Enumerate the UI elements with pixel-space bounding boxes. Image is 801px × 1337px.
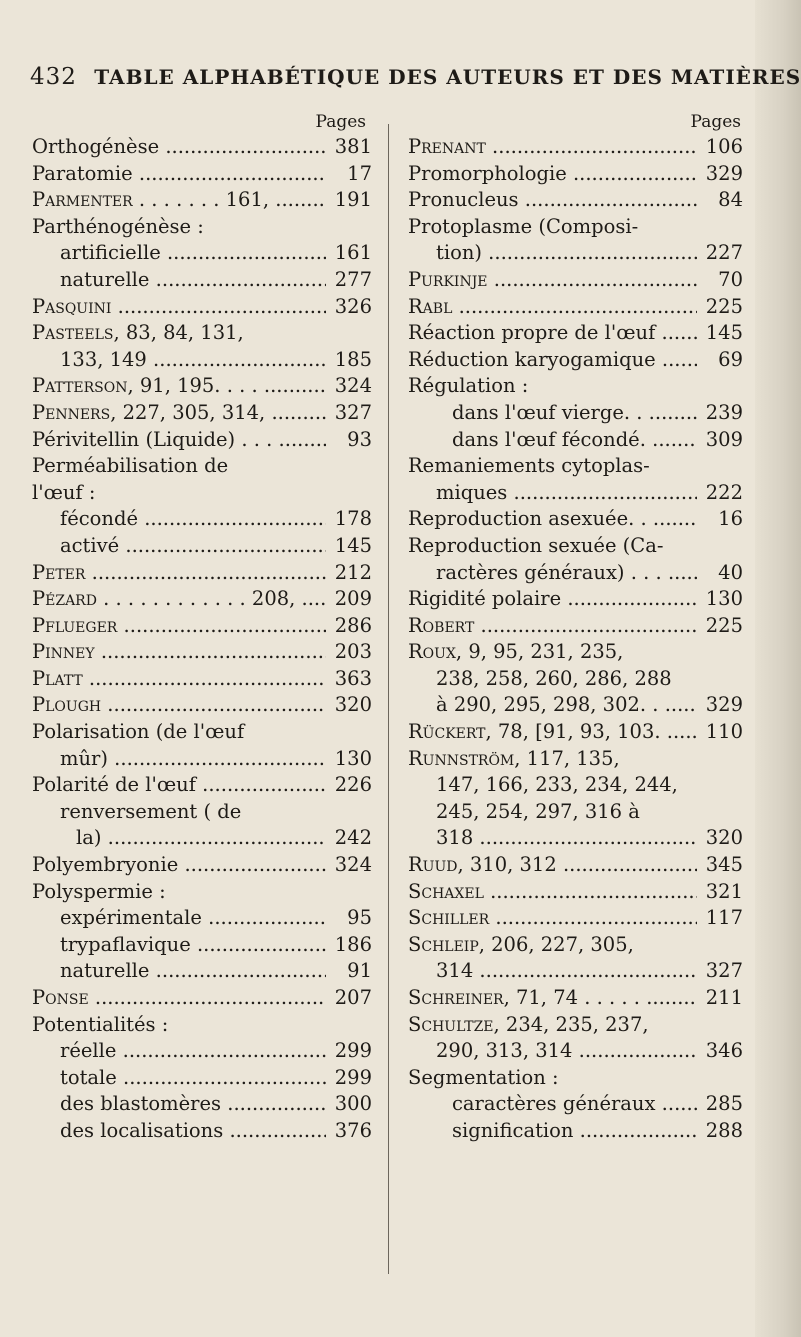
index-entry: [408, 1065, 743, 1092]
entry-text: Parmenter . . . . . . . 161, .....: [32, 187, 326, 214]
entry-text: Périvitellin (Liquide) . . . .....: [32, 427, 326, 454]
index-entry: [32, 772, 372, 799]
index-entry: [408, 320, 743, 347]
index-entry: [408, 692, 743, 719]
index-entry: [408, 453, 743, 480]
entry-text: Protoplasme (Composi-: [408, 214, 639, 238]
index-entry: [408, 879, 743, 906]
index-entry: [408, 347, 743, 374]
index-entry: [32, 852, 372, 879]
entry-page: 376: [326, 1118, 372, 1145]
entry-text: Polyembryonie .....: [32, 852, 326, 879]
index-entry: [32, 879, 372, 906]
entry-text: Rigidité polaire .....: [408, 586, 697, 613]
index-entry: [32, 347, 372, 374]
index-entry: [408, 506, 743, 533]
index-entry: [32, 985, 372, 1012]
entry-text: Polyspermie :: [32, 879, 166, 903]
index-entry: [32, 240, 372, 267]
entry-page: 222: [697, 480, 743, 507]
entry-page: [326, 799, 372, 826]
entry-text: Schiller .....: [408, 905, 697, 932]
entry-page: 288: [697, 1118, 743, 1145]
entry-text: Prenant .....: [408, 134, 697, 161]
entry-page: [326, 453, 372, 480]
entry-page: 299: [326, 1038, 372, 1065]
index-entry: [408, 719, 743, 746]
index-entry: [408, 267, 743, 294]
index-entry: [32, 639, 372, 666]
entry-page: 203: [326, 639, 372, 666]
entry-text: 314 .....: [436, 958, 697, 985]
entry-text: Platt .....: [32, 666, 326, 693]
entry-text: fécondé .....: [60, 506, 326, 533]
entry-text: 245, 254, 297, 316 à: [436, 799, 640, 823]
index-entry: [408, 852, 743, 879]
entry-text: Purkinje .....: [408, 267, 697, 294]
entry-page: 324: [326, 852, 372, 879]
entry-text: Rückert, 78, [91, 93, 103. .....: [408, 719, 697, 746]
entry-text: Perméabilisation de: [32, 454, 229, 478]
page-number: 432: [30, 64, 77, 90]
entry-page: 209: [326, 586, 372, 613]
entry-page: 346: [697, 1038, 743, 1065]
entry-page: 227: [697, 240, 743, 267]
entry-text: signification .....: [452, 1118, 697, 1145]
index-entry: [32, 692, 372, 719]
entry-page: [697, 666, 743, 693]
index-entry: [408, 560, 743, 587]
index-entry: [408, 586, 743, 613]
entry-page: 226: [326, 772, 372, 799]
entry-page: 309: [697, 427, 743, 454]
entry-text: 318 .....: [436, 825, 697, 852]
entry-text: miques .....: [436, 480, 697, 507]
entry-page: [697, 1012, 743, 1039]
pages-label-left: Pages: [315, 112, 366, 132]
entry-page: 326: [326, 294, 372, 321]
entry-text: des localisations .....: [60, 1118, 326, 1145]
entry-text: Runnström, 117, 135,: [408, 746, 620, 770]
entry-page: [326, 1012, 372, 1039]
entry-text: Pinney .....: [32, 639, 326, 666]
entry-page: 329: [697, 161, 743, 188]
index-entry: [32, 719, 372, 746]
entry-text: Ruud, 310, 312 .....: [408, 852, 697, 879]
index-entry: [408, 1118, 743, 1145]
entry-page: 300: [326, 1091, 372, 1118]
index-entry: [408, 533, 743, 560]
index-entry: [32, 1065, 372, 1092]
entry-text: dans l'œuf vierge. . .....: [452, 400, 697, 427]
index-entry: [32, 586, 372, 613]
entry-text: Régulation :: [408, 374, 529, 398]
entry-text: naturelle .....: [60, 958, 326, 985]
index-entry: [32, 1012, 372, 1039]
entry-text: Peter .....: [32, 560, 326, 587]
index-entry: [408, 772, 743, 799]
entry-page: 225: [697, 294, 743, 321]
index-entry: [408, 613, 743, 640]
entry-text: Réduction karyogamique .....: [408, 347, 697, 374]
index-entry: [32, 506, 372, 533]
entry-text: Promorphologie .....: [408, 161, 697, 188]
index-entry: [32, 187, 372, 214]
entry-text: à 290, 295, 298, 302. . .....: [436, 692, 697, 719]
entry-page: 381: [326, 134, 372, 161]
index-entry: [32, 613, 372, 640]
index-entry: [408, 958, 743, 985]
entry-page: 320: [697, 825, 743, 852]
entry-page: 145: [697, 320, 743, 347]
entry-page: 239: [697, 400, 743, 427]
index-entry: [408, 294, 743, 321]
index-entry: [408, 373, 743, 400]
entry-page: [697, 799, 743, 826]
entry-page: 285: [697, 1091, 743, 1118]
entry-page: [697, 746, 743, 773]
pages-label-right: Pages: [690, 112, 741, 132]
index-entry: [408, 427, 743, 454]
entry-page: 212: [326, 560, 372, 587]
entry-text: artificielle .....: [60, 240, 326, 267]
entry-text: Parthénogénèse :: [32, 214, 204, 238]
entry-text: expérimentale .....: [60, 905, 326, 932]
entry-page: 207: [326, 985, 372, 1012]
index-entry: [32, 320, 372, 347]
entry-text: 290, 313, 314 .....: [436, 1038, 697, 1065]
entry-page: 70: [697, 267, 743, 294]
entry-page: 186: [326, 932, 372, 959]
entry-page: [697, 1065, 743, 1092]
entry-page: 17: [326, 161, 372, 188]
index-entry: [408, 240, 743, 267]
entry-page: 95: [326, 905, 372, 932]
index-entry: [32, 480, 372, 507]
index-entry: [408, 187, 743, 214]
entry-page: 286: [326, 613, 372, 640]
entry-page: 130: [697, 586, 743, 613]
entry-text: Plough .....: [32, 692, 326, 719]
entry-page: 178: [326, 506, 372, 533]
entry-text: Schultze, 234, 235, 237,: [408, 1012, 649, 1036]
entry-text: réelle .....: [60, 1038, 326, 1065]
index-entry: [32, 1038, 372, 1065]
index-entry: [32, 267, 372, 294]
entry-page: 329: [697, 692, 743, 719]
entry-page: 242: [326, 825, 372, 852]
index-entry: [32, 373, 372, 400]
index-entry: [408, 905, 743, 932]
index-entry: [32, 533, 372, 560]
entry-page: [326, 719, 372, 746]
entry-text: Polarisation (de l'œuf: [32, 720, 245, 744]
entry-page: 69: [697, 347, 743, 374]
index-entry: [408, 1012, 743, 1039]
entry-page: 327: [326, 400, 372, 427]
entry-text: Réaction propre de l'œuf .....: [408, 320, 697, 347]
entry-page: 106: [697, 134, 743, 161]
entry-page: 225: [697, 613, 743, 640]
running-header: [30, 64, 801, 90]
index-entry: [32, 1091, 372, 1118]
index-entry: [32, 1118, 372, 1145]
index-entry: [408, 161, 743, 188]
entry-page: 91: [326, 958, 372, 985]
entries-left: [32, 134, 372, 1145]
index-entry: [32, 214, 372, 241]
entry-page: 363: [326, 666, 372, 693]
entry-page: 93: [326, 427, 372, 454]
index-entry: [408, 1091, 743, 1118]
entry-text: Reproduction asexuée. . .....: [408, 506, 697, 533]
entry-text: Pasquini .....: [32, 294, 326, 321]
entry-text: Pézard . . . . . . . . . . . . 208, .....: [32, 586, 326, 613]
entry-text: Ponse .....: [32, 985, 326, 1012]
entry-text: Segmentation :: [408, 1065, 559, 1089]
entry-text: Schaxel .....: [408, 879, 697, 906]
entry-page: [697, 772, 743, 799]
index-entry: [408, 400, 743, 427]
entry-page: 321: [697, 879, 743, 906]
entry-text: Paratomie .....: [32, 161, 326, 188]
index-entry: [408, 746, 743, 773]
index-entry: [32, 427, 372, 454]
page-edge: [755, 0, 801, 1337]
entry-text: mûr) .....: [60, 746, 326, 773]
entry-page: 299: [326, 1065, 372, 1092]
entry-page: [326, 214, 372, 241]
entry-page: 185: [326, 347, 372, 374]
index-entry: [32, 161, 372, 188]
entry-text: Roux, 9, 95, 231, 235,: [408, 640, 624, 664]
entry-page: 117: [697, 905, 743, 932]
index-entry: [32, 666, 372, 693]
column-divider: [388, 124, 389, 1274]
entry-text: tion) .....: [436, 240, 697, 267]
entry-text: naturelle .....: [60, 267, 326, 294]
index-entry: [408, 799, 743, 826]
index-entry: [408, 932, 743, 959]
entry-text: Pronucleus .....: [408, 187, 697, 214]
entry-text: activé .....: [60, 533, 326, 560]
entry-text: 133, 149 .....: [60, 347, 326, 374]
index-entry: [408, 985, 743, 1012]
entry-page: 130: [326, 746, 372, 773]
entry-page: 345: [697, 852, 743, 879]
index-entry: [32, 825, 372, 852]
entry-text: trypaflavique .....: [60, 932, 326, 959]
index-entry: [408, 214, 743, 241]
index-entry: [32, 958, 372, 985]
entry-text: Robert .....: [408, 613, 697, 640]
index-entry: [32, 905, 372, 932]
entry-page: [697, 453, 743, 480]
entry-page: 110: [697, 719, 743, 746]
index-entry: [408, 134, 743, 161]
index-entry: [32, 932, 372, 959]
entry-page: 161: [326, 240, 372, 267]
entry-page: 40: [697, 560, 743, 587]
entry-page: [697, 214, 743, 241]
entry-page: [326, 320, 372, 347]
entry-page: 324: [326, 373, 372, 400]
entry-text: ractères généraux) . . . .....: [436, 560, 697, 587]
index-column-right: [408, 112, 743, 1145]
entry-page: [697, 373, 743, 400]
index-entry: [32, 453, 372, 480]
entry-text: Penners, 227, 305, 314, .....: [32, 400, 326, 427]
entry-text: Remaniements cytoplas-: [408, 454, 650, 478]
entry-page: [326, 879, 372, 906]
header-title: TABLE ALPHABÉTIQUE DES AUTEURS ET DES MATIÈRES: [94, 65, 801, 89]
entry-text: 147, 166, 233, 234, 244,: [436, 773, 678, 797]
entry-page: [697, 639, 743, 666]
index-entry: [32, 560, 372, 587]
entry-page: 320: [326, 692, 372, 719]
index-entry: [32, 799, 372, 826]
entry-text: Pflueger .....: [32, 613, 326, 640]
index-entry: [408, 639, 743, 666]
entry-text: l'œuf :: [32, 480, 96, 504]
entry-page: 16: [697, 506, 743, 533]
entry-text: caractères généraux .....: [452, 1091, 697, 1118]
index-column-left: [32, 112, 372, 1145]
entry-text: Orthogénèse .....: [32, 134, 326, 161]
entry-text: renversement ( de: [60, 799, 242, 823]
entry-text: Schreiner, 71, 74 . . . . . .....: [408, 985, 697, 1012]
entry-page: 327: [697, 958, 743, 985]
entries-right: [408, 134, 743, 1145]
index-entry: [408, 666, 743, 693]
index-entry: [408, 480, 743, 507]
index-entry: [32, 400, 372, 427]
entry-text: Patterson, 91, 195. . . . .....: [32, 373, 326, 400]
entry-page: 84: [697, 187, 743, 214]
entry-page: [326, 480, 372, 507]
entry-page: [697, 932, 743, 959]
entry-text: dans l'œuf fécondé. .....: [452, 427, 697, 454]
entry-page: 211: [697, 985, 743, 1012]
entry-text: Potentialités :: [32, 1012, 169, 1036]
index-entry: [32, 134, 372, 161]
entry-page: 277: [326, 267, 372, 294]
entry-page: 191: [326, 187, 372, 214]
index-entry: [32, 746, 372, 773]
entry-text: 238, 258, 260, 286, 288: [436, 666, 672, 690]
entry-page: 145: [326, 533, 372, 560]
entry-text: Polarité de l'œuf .....: [32, 772, 326, 799]
entry-text: Reproduction sexuée (Ca-: [408, 533, 664, 557]
entry-text: totale .....: [60, 1065, 326, 1092]
index-entry: [408, 825, 743, 852]
entry-text: Rabl .....: [408, 294, 697, 321]
entry-text: Pasteels, 83, 84, 131,: [32, 321, 244, 345]
entry-text: des blastomères .....: [60, 1091, 326, 1118]
entry-text: Schleip, 206, 227, 305,: [408, 932, 634, 956]
index-entry: [32, 294, 372, 321]
entry-text: la) .....: [76, 825, 326, 852]
entry-page: [697, 533, 743, 560]
index-entry: [408, 1038, 743, 1065]
